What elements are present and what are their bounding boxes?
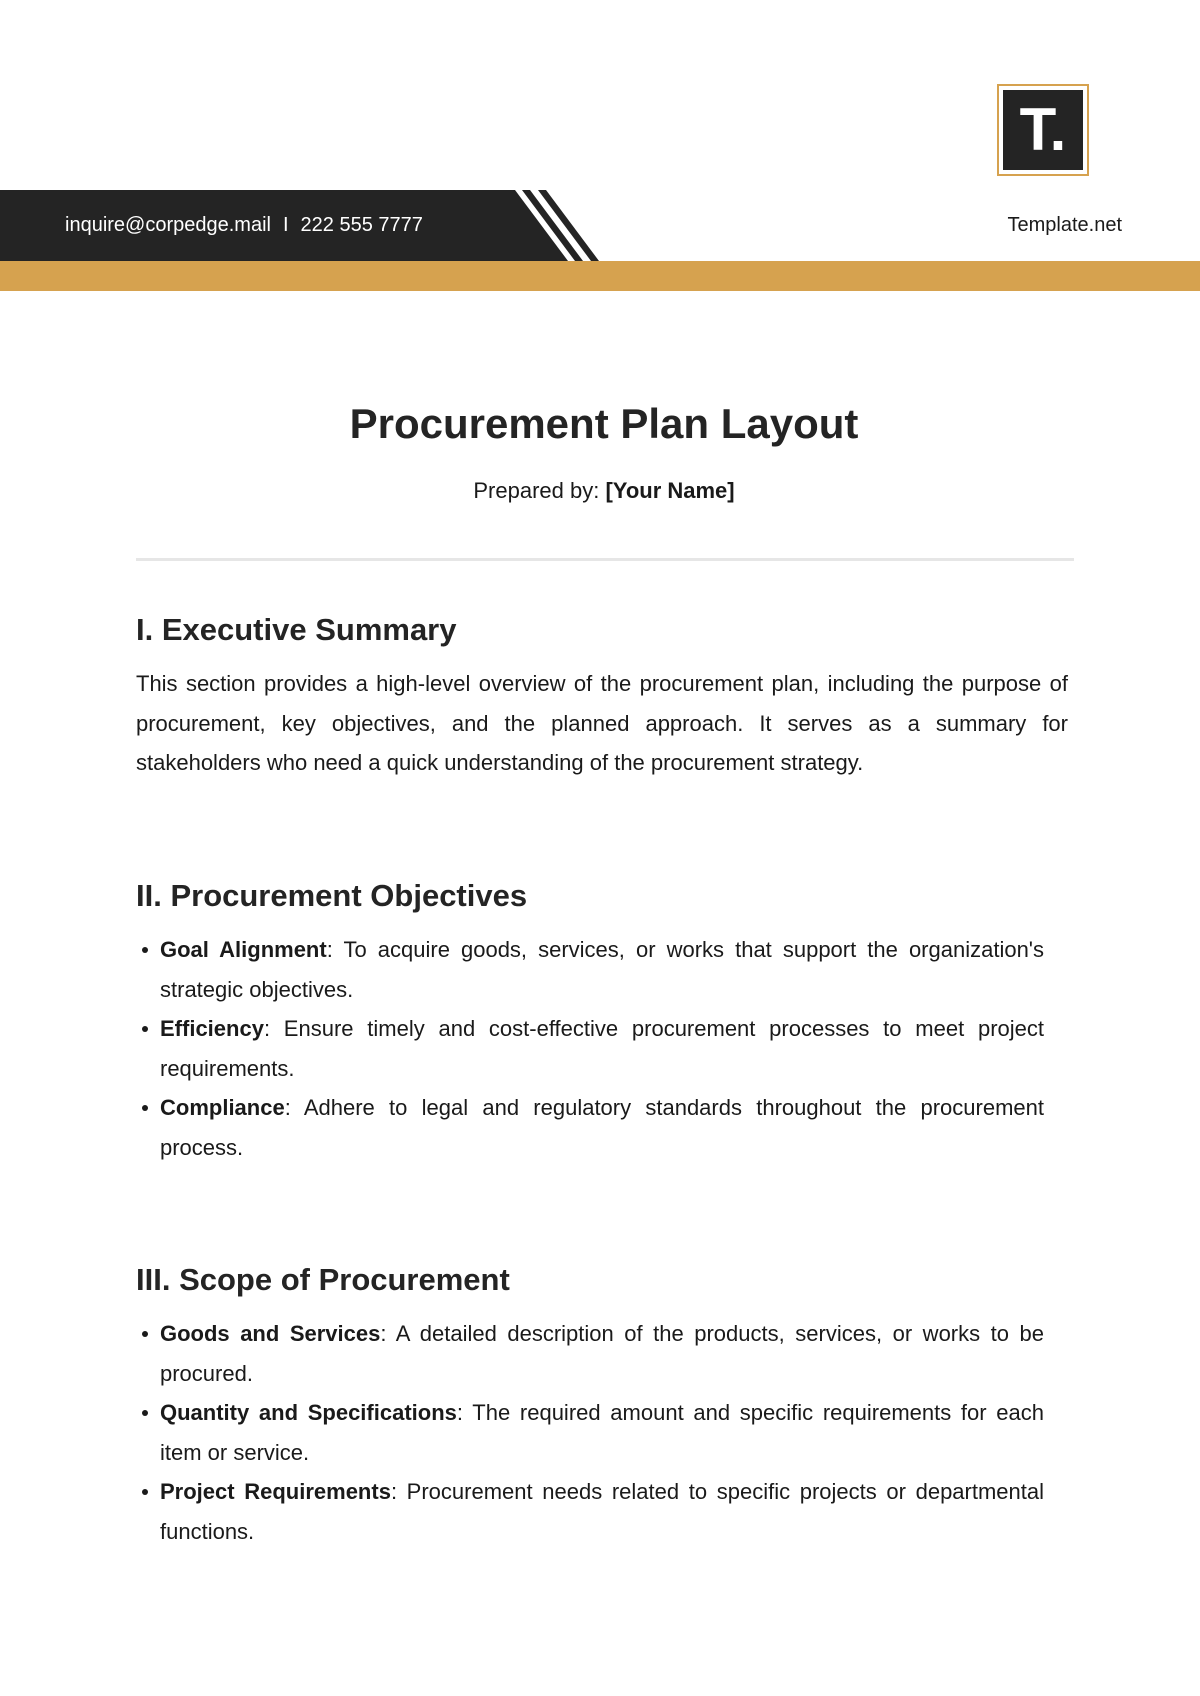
list-item xyxy=(136,1009,1044,1088)
item-text: : Adhere to legal and regulatory standards throughout the procurement process. xyxy=(160,1095,1044,1160)
divider xyxy=(136,558,1074,561)
section-procurement-objectives xyxy=(136,878,1068,1167)
list-item xyxy=(136,1088,1044,1167)
prepared-by xyxy=(0,478,1200,504)
section-heading: III. Scope of Procurement xyxy=(136,1262,510,1297)
contact-email: inquire@corpedge.mail xyxy=(65,214,271,236)
scope-list xyxy=(136,1314,1068,1551)
item-term: Quantity and Specifications xyxy=(160,1400,457,1425)
item-text: : The required amount and specific requirements for each item or service. xyxy=(160,1400,1044,1465)
section-executive-summary xyxy=(136,612,1068,783)
logo-mark: T. xyxy=(1003,90,1083,170)
item-term: Project Requirements xyxy=(160,1479,391,1504)
objectives-list xyxy=(136,930,1068,1167)
item-term: Compliance xyxy=(160,1095,285,1120)
section-scope-of-procurement xyxy=(136,1262,1068,1551)
brand-name: Template.net xyxy=(1007,214,1122,236)
list-item xyxy=(136,1393,1044,1472)
item-term: Efficiency xyxy=(160,1016,264,1041)
contact-separator: I xyxy=(282,214,289,236)
item-text: : A detailed description of the products, services, or works to be procured. xyxy=(160,1321,1044,1386)
prepared-name: [Your Name] xyxy=(605,478,735,503)
accent-band xyxy=(0,261,1200,291)
list-item xyxy=(136,1472,1044,1551)
brand-logo xyxy=(997,84,1089,176)
list-item xyxy=(136,1314,1044,1393)
item-term: Goal Alignment xyxy=(160,937,327,962)
section-heading: II. Procurement Objectives xyxy=(136,878,528,913)
item-term: Goods and Services xyxy=(160,1321,381,1346)
list-item xyxy=(136,930,1044,1009)
section-heading: I. Executive Summary xyxy=(136,612,457,647)
contact-phone: 222 555 7777 xyxy=(300,214,423,236)
item-text: : To acquire goods, services, or works that support the organization's strategic objectives. xyxy=(160,937,1045,1002)
item-text: : Procurement needs related to specific projects or departmental functions. xyxy=(160,1479,1045,1544)
contact-info xyxy=(65,190,423,261)
prepared-label: Prepared by: xyxy=(473,478,600,503)
document-title: Procurement Plan Layout xyxy=(349,400,859,447)
item-text: : Ensure timely and cost-effective procurement processes to meet project requirements. xyxy=(160,1016,1044,1081)
section-body: This section provides a high-level overview of the procurement plan, including the purpose of procurement, key objectives, and the planned approach. It serves as a summary for stakeholders who need a quick understanding of the procurement strategy. xyxy=(136,671,1068,775)
